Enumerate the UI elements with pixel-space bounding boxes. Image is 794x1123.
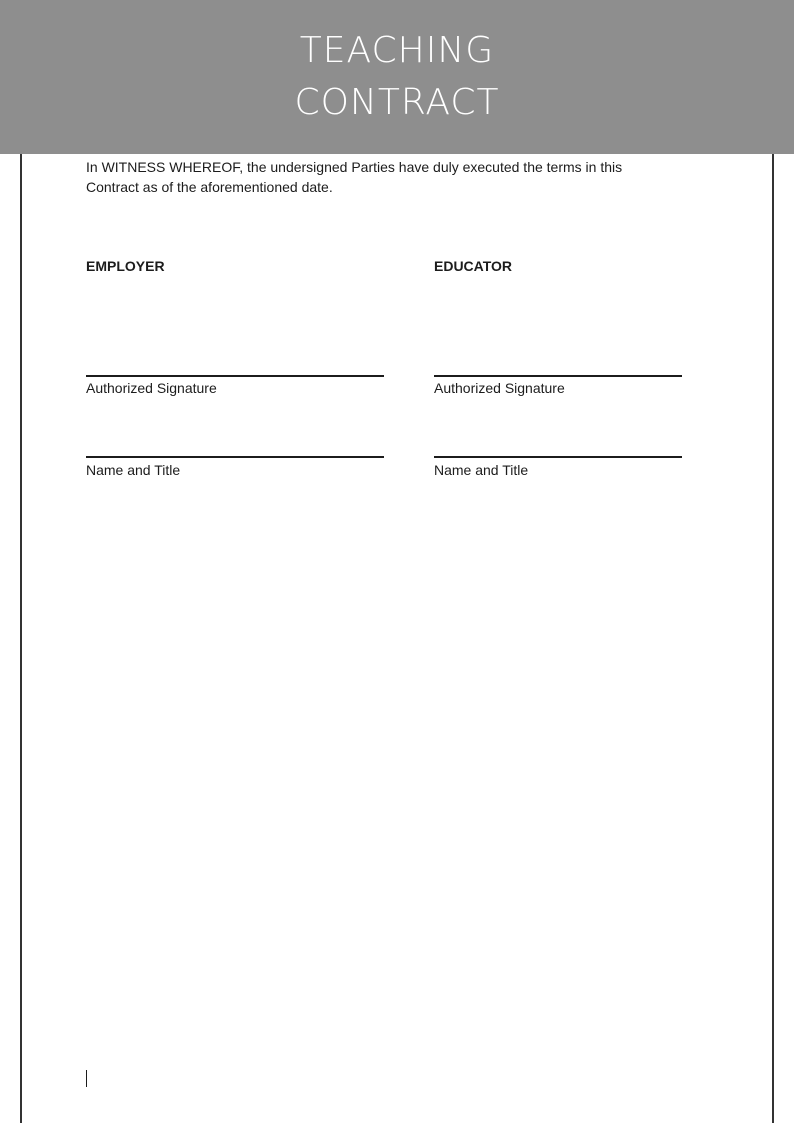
witness-paragraph: [86, 157, 686, 197]
educator-name-label: Name and Title: [434, 462, 529, 478]
page-border-right: [772, 150, 774, 1123]
title-line-1: TEACHING: [299, 30, 495, 71]
employer-signature-label: Authorized Signature: [86, 380, 217, 396]
employer-name-label: Name and Title: [86, 462, 181, 478]
title-banner: [0, 0, 794, 154]
text-cursor: [86, 1070, 87, 1087]
educator-heading: EDUCATOR: [434, 258, 513, 274]
educator-signature-label: Authorized Signature: [434, 380, 565, 396]
witness-line-1: In WITNESS WHEREOF, the undersigned Parties have duly executed the terms in this: [86, 159, 623, 175]
employer-name-line[interactable]: [86, 456, 384, 458]
title-line-2: CONTRACT: [294, 82, 500, 123]
employer-signature-line[interactable]: [86, 375, 384, 377]
employer-heading: EMPLOYER: [86, 258, 165, 274]
educator-signature-line[interactable]: [434, 375, 682, 377]
page-border-left: [20, 150, 22, 1123]
educator-name-line[interactable]: [434, 456, 682, 458]
witness-line-2: Contract as of the aforementioned date.: [86, 179, 333, 195]
